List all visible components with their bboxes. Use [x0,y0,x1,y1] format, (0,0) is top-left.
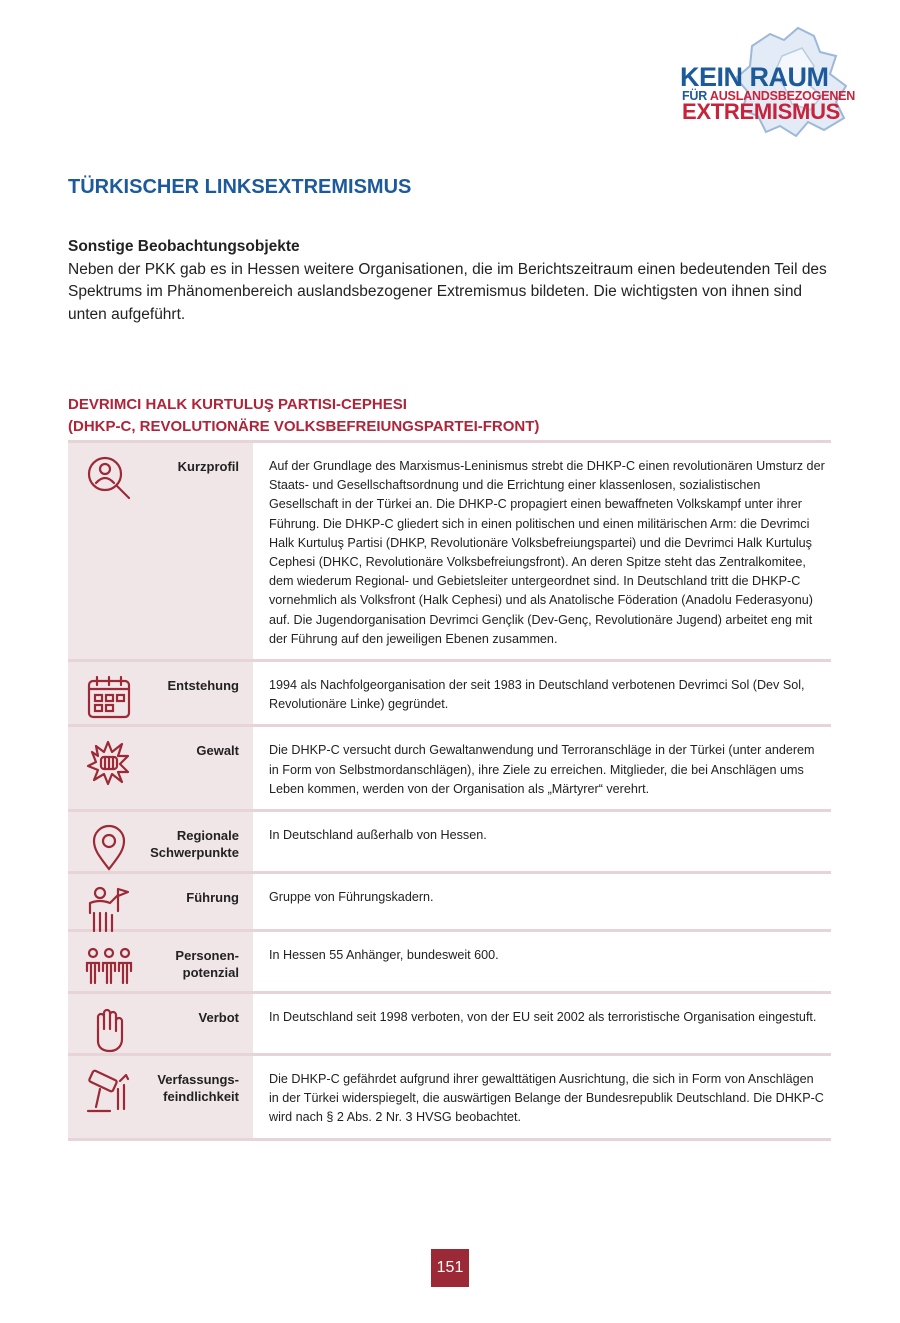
logo-line-2-prefix: FÜR [682,89,710,103]
row-label-cell [68,1055,253,1140]
row-value: 1994 als Nachfolgeorganisation der seit 1983 in Deutschland verbotenen Devrimci Sol (Dev Sol, Revolutionäre Linke) gegründet. [253,661,831,726]
row-label-cell [68,993,253,1055]
table-row [68,873,831,931]
section-title: TÜRKISCHER LINKSEXTREMISMUS [68,176,412,198]
row-label: Verbot [198,1010,239,1026]
table-row [68,661,831,726]
row-label-cell [68,443,253,661]
table-row [68,726,831,811]
row-value: In Hessen 55 Anhänger, bundesweit 600. [253,931,831,993]
logo-line-1: KEIN RAUM [680,62,829,92]
calendar-icon [84,673,134,723]
table-row [68,811,831,873]
org-title-line-2: (DHKP-C, REVOLUTIONÄRE VOLKSBEFREIUNGSPARTEI-FRONT) [68,418,540,435]
row-label: Gewalt [196,743,239,759]
row-label: Führung [186,890,239,906]
row-label-cell [68,873,253,931]
row-value: In Deutschland seit 1998 verboten, von der EU seit 2002 als terroristische Organisation eingestuft. [253,993,831,1055]
table-row [68,443,831,661]
org-title [68,394,539,438]
intro-text: Neben der PKK gab es in Hessen weitere Organisationen, die im Berichtszeitraum einen bedeutenden Teil des Spektrums im Phänomenbereich auslandsbezogener Extremismus bildeten. Die wichtigsten von ihnen sind unten aufgeführt. [68,260,827,323]
page-number-badge: 151 [431,1249,469,1287]
row-value: Die DHKP-C gefährdet aufgrund ihrer gewalttätigen Ausrichtung, die sich in Form von Anschlägen in der Türkei widerspiegelt, die auswärtigen Belange der Bundesrepublik Deutschland. Die DHKP-C wird nach § 2 Abs. 2 Nr. 3 HVSG beobachtet. [253,1055,831,1140]
stop-hand-icon [84,1005,134,1055]
gavel-icon [84,1067,134,1117]
row-label-cell [68,726,253,811]
logo-line-3: EXTREMISMUS [682,99,841,124]
fist-explosion-icon [84,738,134,788]
leader-flag-icon [84,885,134,935]
row-value: Auf der Grundlage des Marxismus-Leninismus strebt die DHKP-C einen revolutionären Umsturz der Staats- und Gesellschaftsordnung und die Errichtung einer klassenlosen, sozialistischen Gesellschaft in der Türkei an. Die DHKP-C propagiert einen bewaffneten Volkskampf unter ihrer Führung. Die DHKP-C gliedert sich in einen politischen und einen militärischen Arm: die Devrimci Halk Kurtuluş Partisi (DHKP, Revolutionäre Volksbefreiungspartei) und die Devrimci Halk Kurtuluş Cephesi (DHKC, Revolutionäre Volksbefreiungsfront). An deren Spitze steht das Zentralkomitee, dem wiederum Regional- und Gebietsleiter untergeordnet sind. In Deutschland tritt die DHKP-C vornehmlich als Volksfront (Halk Cephesi) und als Anatolische Föderation (Anadolu Federasyonu) auf. Die Jugendorganisation Devrimci Gençlik (Dev-Genç, Revolutionäre Jugend) arbeitet eng mit der Führung auf den jeweiligen Ebenen zusammen. [253,443,831,661]
brand-logo [672,26,872,141]
org-title-line-1: DEVRIMCI HALK KURTULUŞ PARTISI-CEPHESI [68,396,407,413]
row-label: Verfassungs- feindlichkeit [157,1072,239,1105]
table-row [68,993,831,1055]
people-group-icon [84,943,134,993]
intro-block [68,236,838,326]
row-label: Regionale Schwerpunkte [150,828,239,861]
row-label: Kurzprofil [177,459,239,474]
org-profile-table [68,443,831,1141]
row-label: Entstehung [167,678,239,694]
table-row [68,931,831,993]
row-value: In Deutschland außerhalb von Hessen. [253,811,831,873]
row-label-cell [68,931,253,993]
row-label-cell [68,661,253,726]
row-label: Personen- potenzial [175,948,239,981]
location-pin-icon [84,823,134,873]
table-row [68,1055,831,1140]
row-label-cell [68,811,253,873]
row-value: Die DHKP-C versucht durch Gewaltanwendung und Terroranschläge in der Türkei (unter anderem in Form von Selbstmordanschlägen), ihre Ziele zu erreichen. Mitglieder, die bei Anschlägen ums Leben kommen, werden von der Organisation als „Märtyrer“ verehrt. [253,726,831,811]
logo-line-2-rest: AUSLANDSBEZOGENEN [709,89,856,103]
intro-subheading: Sonstige Beobachtungsobjekte [68,238,300,255]
search-person-icon [84,454,134,504]
row-value: Gruppe von Führungskadern. [253,873,831,931]
